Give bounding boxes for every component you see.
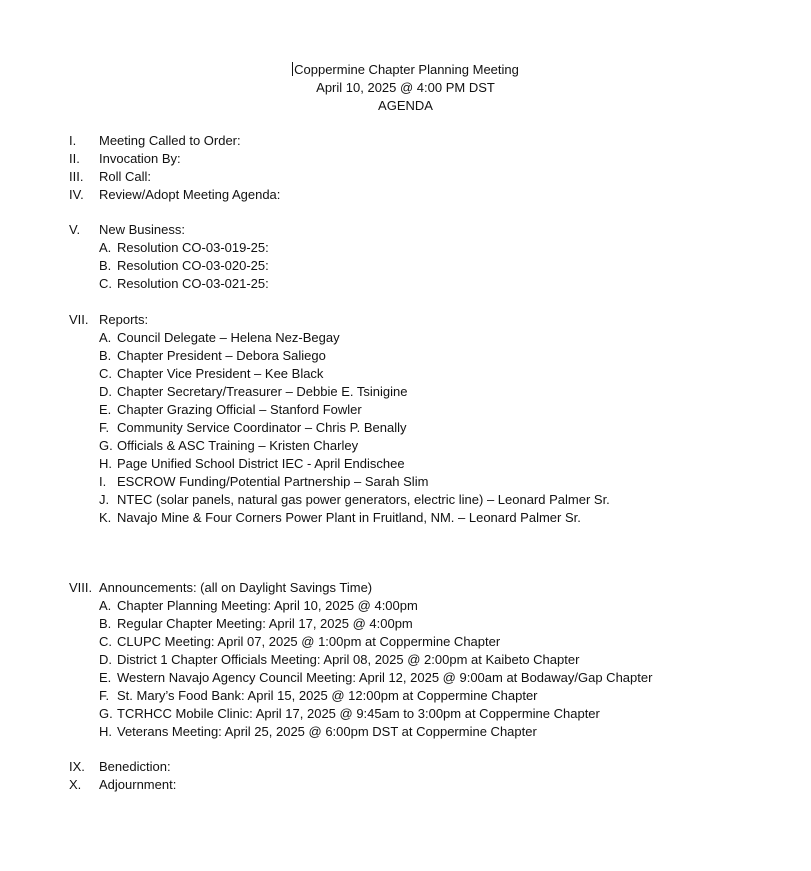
sub-item-text: Resolution CO-03-019-25: <box>117 240 269 255</box>
text-cursor <box>292 62 293 76</box>
sub-item-letter: B. <box>99 258 112 273</box>
sub-item <box>0 509 811 527</box>
sub-item <box>0 651 811 669</box>
meeting-title: Coppermine Chapter Planning Meeting <box>294 62 519 77</box>
agenda-item <box>0 132 811 150</box>
agenda-item <box>0 311 811 329</box>
sub-item-text: Navajo Mine & Four Corners Power Plant in Fruitland, NM. – Leonard Palmer Sr. <box>117 510 581 525</box>
sub-item-text: Chapter Secretary/Treasurer – Debbie E. Tsinigine <box>117 384 408 399</box>
item-text: Meeting Called to Order: <box>99 133 241 148</box>
sub-item-letter: F. <box>99 688 110 703</box>
sub-item <box>0 687 811 705</box>
sub-item <box>0 615 811 633</box>
opening-section <box>0 132 811 204</box>
sub-item-text: NTEC (solar panels, natural gas power generators, electric line) – Leonard Palmer Sr. <box>117 492 610 507</box>
item-number: X. <box>69 777 82 792</box>
item-text: Roll Call: <box>99 169 152 184</box>
sub-item-text: District 1 Chapter Officials Meeting: April 08, 2025 @ 2:00pm at Kaibeto Chapter <box>117 652 580 667</box>
sub-item-letter: C. <box>99 634 112 649</box>
sub-item-letter: A. <box>99 598 112 613</box>
agenda-item <box>0 168 811 186</box>
sub-item-text: CLUPC Meeting: April 07, 2025 @ 1:00pm at Coppermine Chapter <box>117 634 501 649</box>
sub-item-text: Regular Chapter Meeting: April 17, 2025 @ 4:00pm <box>117 616 413 631</box>
item-number: I. <box>69 133 77 148</box>
sub-item <box>0 633 811 651</box>
sub-item <box>0 705 811 723</box>
sub-item-text: Page Unified School District IEC - April Endischee <box>117 456 405 471</box>
sub-item-text: Officials & ASC Training – Kristen Charley <box>117 438 359 453</box>
sub-item-text: Western Navajo Agency Council Meeting: April 12, 2025 @ 9:00am at Bodaway/Gap Chapter <box>117 670 653 685</box>
sub-item-letter: D. <box>99 652 112 667</box>
sub-item-letter: B. <box>99 348 112 363</box>
item-number: IX. <box>69 759 85 774</box>
item-text: Benediction: <box>99 759 171 774</box>
sub-item-letter: K. <box>99 510 112 525</box>
sub-item-letter: J. <box>99 492 110 507</box>
sub-item-text: Chapter Planning Meeting: April 10, 2025 @ 4:00pm <box>117 598 418 613</box>
sub-item-letter: H. <box>99 724 112 739</box>
sub-item-text: Chapter President – Debora Saliego <box>117 348 326 363</box>
sub-item-letter: F. <box>99 420 110 435</box>
sub-item-text: Chapter Grazing Official – Stanford Fowler <box>117 402 362 417</box>
item-number: III. <box>69 169 84 184</box>
announcements-section <box>0 579 811 741</box>
item-number: VIII. <box>69 580 93 595</box>
sub-item-letter: C. <box>99 276 112 291</box>
sub-item-text: Council Delegate – Helena Nez-Begay <box>117 330 340 345</box>
sub-item-text: Community Service Coordinator – Chris P. Benally <box>117 420 407 435</box>
sub-item <box>0 365 811 383</box>
sub-item-letter: E. <box>99 402 112 417</box>
sub-item-letter: H. <box>99 456 112 471</box>
sub-item <box>0 455 811 473</box>
sub-item-letter: A. <box>99 240 112 255</box>
sub-item <box>0 257 811 275</box>
sub-item <box>0 275 811 293</box>
sub-item <box>0 669 811 687</box>
sub-item <box>0 723 811 741</box>
agenda-item <box>0 579 811 597</box>
sub-item <box>0 597 811 615</box>
item-text: Adjournment: <box>99 777 177 792</box>
sub-item-letter: I. <box>99 474 107 489</box>
item-number: II. <box>69 151 80 166</box>
closing-section <box>0 758 811 794</box>
sub-item-text: Veterans Meeting: April 25, 2025 @ 6:00pm DST at Coppermine Chapter <box>117 724 537 739</box>
sub-item-letter: B. <box>99 616 112 631</box>
reports-section <box>0 311 811 527</box>
sub-item-text: Chapter Vice President – Kee Black <box>117 366 324 381</box>
item-text: Announcements: (all on Daylight Savings Time) <box>99 580 373 595</box>
sub-item <box>0 383 811 401</box>
agenda-label: AGENDA <box>378 98 433 113</box>
item-text: New Business: <box>99 222 185 237</box>
sub-item-text: Resolution CO-03-020-25: <box>117 258 269 273</box>
sub-item <box>0 239 811 257</box>
agenda-item <box>0 776 811 794</box>
item-text: Invocation By: <box>99 151 181 166</box>
sub-item <box>0 401 811 419</box>
sub-item <box>0 419 811 437</box>
sub-item <box>0 473 811 491</box>
sub-item <box>0 437 811 455</box>
sub-item-text: Resolution CO-03-021-25: <box>117 276 269 291</box>
sub-item-text: St. Mary’s Food Bank: April 15, 2025 @ 12:00pm at Coppermine Chapter <box>117 688 538 703</box>
item-text: Reports: <box>99 312 149 327</box>
agenda-item <box>0 221 811 239</box>
agenda-item <box>0 150 811 168</box>
meeting-date: April 10, 2025 @ 4:00 PM DST <box>316 80 495 95</box>
agenda-item <box>0 186 811 204</box>
item-number: VII. <box>69 312 89 327</box>
sub-item-letter: D. <box>99 384 112 399</box>
sub-item <box>0 347 811 365</box>
item-number: V. <box>69 222 81 237</box>
new-business-section <box>0 221 811 293</box>
sub-item <box>0 329 811 347</box>
sub-item-letter: E. <box>99 670 112 685</box>
sub-item-text: ESCROW Funding/Potential Partnership – Sarah Slim <box>117 474 429 489</box>
sub-item-letter: C. <box>99 366 112 381</box>
sub-item-letter: G. <box>99 706 113 721</box>
sub-item-letter: G. <box>99 438 113 453</box>
agenda-header <box>0 61 811 115</box>
sub-item-letter: A. <box>99 330 112 345</box>
item-number: IV. <box>69 187 84 202</box>
item-text: Review/Adopt Meeting Agenda: <box>99 187 281 202</box>
sub-item <box>0 491 811 509</box>
sub-item-text: TCRHCC Mobile Clinic: April 17, 2025 @ 9:45am to 3:00pm at Coppermine Chapter <box>117 706 600 721</box>
agenda-item <box>0 758 811 776</box>
